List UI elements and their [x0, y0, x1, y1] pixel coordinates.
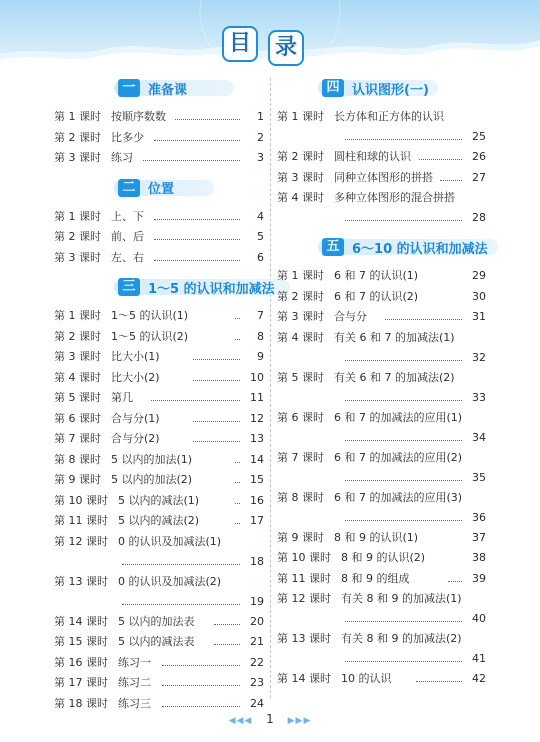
page-ref: 40 — [472, 612, 486, 625]
lesson-name: 0 的认识及加减法(1) — [118, 534, 222, 548]
toc-entry[interactable] — [54, 151, 133, 165]
leader-dots — [345, 440, 462, 441]
toc-entry[interactable] — [54, 697, 151, 711]
leader-dots — [345, 520, 462, 521]
leader-dots — [448, 581, 462, 582]
section-title: 1～5 的认识和加减法 — [148, 281, 275, 297]
lesson-name: 6 和 7 的加减法的应用(2) — [334, 450, 463, 464]
toc-entry[interactable] — [54, 473, 192, 487]
page-ref: 13 — [250, 432, 264, 445]
lesson-number: 第 5 课时 — [54, 391, 101, 404]
page-ref: 10 — [250, 370, 264, 384]
lesson-number: 第 1 课时 — [277, 269, 324, 282]
section-number: 五 — [322, 238, 344, 256]
lesson-name: 上、下 — [111, 209, 144, 223]
section-title: 准备课 — [148, 82, 188, 98]
page-ref: 28 — [472, 211, 486, 224]
lesson-number: 第 10 课时 — [277, 551, 331, 564]
page-ref: 42 — [472, 672, 486, 685]
section-header — [118, 78, 187, 98]
lesson-number: 第 12 课时 — [277, 592, 331, 605]
leader-dots — [193, 359, 240, 360]
toc-entry[interactable] — [277, 150, 411, 164]
lesson-number: 第 3 课时 — [277, 170, 324, 184]
section-header — [118, 277, 275, 297]
lesson-name: 5 以内的减法(2) — [118, 514, 200, 527]
toc-entry[interactable] — [277, 531, 418, 545]
footer — [0, 712, 540, 726]
lesson-name: 第几 — [111, 391, 133, 404]
lesson-number: 第 8 课时 — [54, 452, 101, 466]
lesson-name: 按顺序数数 — [111, 110, 166, 123]
page-ref: 8 — [257, 329, 264, 343]
section-number: 四 — [322, 79, 344, 97]
leader-dots — [235, 523, 240, 524]
toc-entry[interactable] — [277, 451, 462, 465]
lesson-number: 第 9 课时 — [277, 530, 324, 544]
lesson-number: 第 3 课时 — [54, 151, 101, 164]
section-number: 一 — [118, 79, 140, 97]
toc-entry[interactable] — [277, 290, 418, 304]
lesson-name: 8 和 9 的认识(2) — [341, 551, 426, 564]
lesson-number: 第 3 课时 — [54, 350, 101, 363]
toc-entry[interactable] — [277, 551, 425, 565]
section-title: 位置 — [148, 182, 175, 197]
right-arrows-icon: ▶▶▶ — [287, 716, 312, 726]
toc-entry[interactable] — [54, 230, 144, 244]
lesson-name: 合与分(1) — [111, 411, 160, 425]
toc-entry[interactable] — [54, 635, 195, 649]
toc-entry[interactable] — [54, 131, 144, 145]
leader-dots — [235, 339, 240, 340]
leader-dots — [154, 140, 240, 141]
section-header — [322, 78, 429, 98]
toc-entry[interactable] — [54, 494, 199, 508]
toc-entry[interactable] — [54, 371, 160, 385]
leader-dots — [214, 644, 240, 645]
lesson-number: 第 6 课时 — [277, 410, 324, 424]
section-title: 认识图形(一) — [352, 82, 429, 98]
leader-dots — [345, 360, 462, 361]
lesson-number: 第 3 课时 — [54, 250, 101, 264]
page-ref: 16 — [250, 493, 264, 507]
lesson-number: 第 10 课时 — [54, 493, 108, 507]
leader-dots — [193, 421, 240, 422]
lesson-number: 第 2 课时 — [54, 230, 101, 243]
lesson-name: 1～5 的认识(2) — [111, 329, 189, 343]
toc-entry[interactable] — [277, 572, 410, 586]
lesson-number: 第 13 课时 — [54, 574, 108, 588]
toc-entry[interactable] — [54, 309, 188, 323]
leader-dots — [151, 400, 240, 401]
lesson-number: 第 1 课时 — [54, 309, 101, 322]
page-ref: 24 — [250, 696, 264, 710]
toc-entry[interactable] — [54, 575, 221, 589]
title-char: 目 — [222, 26, 258, 62]
lesson-number: 第 5 课时 — [277, 370, 324, 384]
header-banner — [0, 0, 540, 72]
lesson-number: 第 9 课时 — [54, 473, 101, 486]
lesson-name: 8 和 9 的认识(1) — [334, 530, 419, 544]
page-ref: 25 — [472, 130, 486, 143]
lesson-number: 第 6 课时 — [54, 411, 101, 425]
lesson-name: 0 的认识及加减法(2) — [118, 574, 222, 588]
lesson-name: 练习三 — [118, 696, 151, 710]
page-number: 1 — [266, 712, 274, 726]
toc-entry[interactable] — [277, 672, 392, 686]
leader-dots — [154, 239, 240, 240]
left-arrows-icon: ◀◀◀ — [228, 716, 253, 726]
leader-dots — [122, 564, 240, 565]
page-ref: 30 — [472, 289, 486, 303]
toc-entry[interactable] — [277, 371, 455, 385]
lesson-name: 练习一 — [118, 655, 151, 669]
leader-dots — [214, 624, 240, 625]
lesson-name: 合与分 — [334, 310, 367, 323]
leader-dots — [193, 380, 240, 381]
page-ref: 6 — [257, 250, 264, 264]
lesson-number: 第 2 课时 — [277, 289, 324, 303]
leader-dots — [235, 482, 240, 483]
section-header — [118, 178, 174, 198]
toc-entry[interactable] — [277, 411, 462, 425]
toc-entry[interactable] — [54, 391, 133, 405]
leader-dots — [345, 621, 462, 622]
toc-entry[interactable] — [54, 432, 160, 446]
leader-dots — [345, 480, 462, 481]
lesson-name: 10 的认识 — [341, 672, 392, 685]
page-ref: 1 — [257, 110, 264, 123]
page-ref: 9 — [257, 350, 264, 363]
leader-dots — [345, 661, 462, 662]
leader-dots — [345, 139, 462, 140]
lesson-name: 5 以内的加法(1) — [111, 452, 193, 466]
leader-dots — [419, 159, 462, 160]
leader-dots — [122, 604, 240, 605]
lesson-name: 1～5 的认识(1) — [111, 309, 189, 322]
lesson-number: 第 11 课时 — [277, 571, 331, 585]
page-ref: 23 — [250, 676, 264, 689]
toc-entry[interactable] — [54, 110, 166, 124]
lesson-name: 圆柱和球的认识 — [334, 150, 411, 163]
section-title: 6～10 的认识和加减法 — [352, 241, 488, 257]
section-number: 三 — [118, 278, 140, 296]
lesson-number: 第 14 课时 — [277, 672, 331, 685]
lesson-name: 6 和 7 的加减法的应用(3) — [334, 490, 463, 504]
lesson-number: 第 3 课时 — [277, 310, 324, 323]
lesson-name: 练习二 — [118, 676, 151, 689]
page-ref: 32 — [472, 350, 486, 364]
toc-entry[interactable] — [277, 191, 455, 205]
lesson-name: 比大小(1) — [111, 350, 160, 363]
lesson-name: 有关 6 和 7 的加减法(1) — [334, 330, 455, 344]
leader-dots — [235, 462, 240, 463]
lesson-name: 有关 8 和 9 的加减法(1) — [341, 592, 462, 605]
page-ref: 29 — [472, 269, 486, 282]
lesson-name: 5 以内的加法表 — [118, 614, 195, 628]
toc-entry[interactable] — [277, 269, 418, 283]
lesson-name: 6 和 7 的认识(2) — [334, 289, 419, 303]
lesson-number: 第 2 课时 — [54, 130, 101, 144]
leader-dots — [154, 219, 240, 220]
lesson-name: 有关 8 和 9 的加减法(2) — [341, 632, 462, 645]
lesson-name: 5 以内的减法(1) — [118, 493, 200, 507]
lesson-number: 第 4 课时 — [54, 370, 101, 384]
toc-entry[interactable] — [277, 331, 455, 345]
page-ref: 35 — [472, 470, 486, 484]
toc-entry[interactable] — [54, 615, 195, 629]
page-ref: 7 — [257, 309, 264, 322]
toc-entry[interactable] — [54, 656, 151, 670]
toc-entry[interactable] — [277, 310, 367, 324]
lesson-name: 比多少 — [111, 130, 144, 144]
leader-dots — [385, 319, 462, 320]
section-header — [322, 237, 488, 257]
lesson-number: 第 8 课时 — [277, 490, 324, 504]
toc-entry[interactable] — [54, 251, 144, 265]
lesson-number: 第 12 课时 — [54, 534, 108, 548]
leader-dots — [345, 220, 462, 221]
leader-dots — [175, 119, 240, 120]
leader-dots — [162, 706, 240, 707]
page-ref: 14 — [250, 452, 264, 466]
lesson-name: 5 以内的加法(2) — [111, 473, 193, 486]
lesson-number: 第 4 课时 — [277, 330, 324, 344]
lesson-number: 第 7 课时 — [54, 432, 101, 445]
page-ref: 39 — [472, 571, 486, 585]
lesson-name: 左、右 — [111, 250, 144, 264]
lesson-number: 第 17 课时 — [54, 676, 108, 689]
lesson-name: 6 和 7 的加减法的应用(1) — [334, 410, 463, 424]
lesson-name: 有关 6 和 7 的加减法(2) — [334, 370, 455, 384]
page-ref: 36 — [472, 510, 486, 524]
page-ref: 22 — [250, 655, 264, 669]
toc-entry[interactable] — [277, 110, 444, 124]
lesson-number: 第 13 课时 — [277, 632, 331, 645]
toc-entry[interactable] — [277, 592, 462, 606]
section-number: 二 — [118, 179, 140, 197]
lesson-number: 第 11 课时 — [54, 514, 108, 527]
lesson-number: 第 15 课时 — [54, 635, 108, 648]
toc-entry[interactable] — [54, 210, 144, 224]
page-ref: 19 — [250, 594, 264, 608]
toc-entry[interactable] — [54, 453, 192, 467]
page-title — [222, 26, 318, 62]
lesson-number: 第 18 课时 — [54, 696, 108, 710]
leader-dots — [193, 441, 240, 442]
leader-dots — [162, 685, 240, 686]
leader-dots — [345, 400, 462, 401]
lesson-number: 第 1 课时 — [277, 110, 324, 123]
leader-dots — [235, 503, 240, 504]
lesson-name: 长方体和正方体的认识 — [334, 110, 444, 123]
lesson-name: 前、后 — [111, 230, 144, 243]
page-ref: 27 — [472, 170, 486, 184]
leader-dots — [143, 160, 240, 161]
toc-entry[interactable] — [277, 632, 462, 646]
toc-entry[interactable] — [54, 514, 199, 528]
toc-entry[interactable] — [277, 171, 433, 185]
lesson-name: 6 和 7 的认识(1) — [334, 269, 419, 282]
page-ref: 4 — [257, 209, 264, 223]
lesson-number: 第 14 课时 — [54, 614, 108, 628]
page-ref: 26 — [472, 150, 486, 163]
page-ref: 5 — [257, 230, 264, 243]
lesson-number: 第 1 课时 — [54, 110, 101, 123]
page-ref: 38 — [472, 551, 486, 564]
lesson-name: 比大小(2) — [111, 370, 160, 384]
page-ref: 11 — [250, 391, 264, 404]
lesson-name: 5 以内的减法表 — [118, 635, 195, 648]
leader-dots — [440, 180, 462, 181]
page-ref: 20 — [250, 614, 264, 628]
page-ref: 12 — [250, 411, 264, 425]
leader-dots — [162, 665, 240, 666]
lesson-name: 练习 — [111, 151, 133, 164]
leader-dots — [416, 681, 462, 682]
lesson-number: 第 4 课时 — [277, 191, 324, 204]
lesson-number: 第 1 课时 — [54, 209, 101, 223]
lesson-name: 8 和 9 的组成 — [341, 571, 410, 585]
lesson-name: 合与分(2) — [111, 432, 160, 445]
toc-entry[interactable] — [54, 330, 188, 344]
toc-entry[interactable] — [54, 676, 151, 690]
page-ref: 2 — [257, 130, 264, 144]
lesson-number: 第 2 课时 — [277, 150, 324, 163]
lesson-number: 第 16 课时 — [54, 655, 108, 669]
page-ref: 33 — [472, 390, 486, 404]
lesson-number: 第 7 课时 — [277, 450, 324, 464]
lesson-name: 同种立体图形的拼搭 — [334, 170, 433, 184]
leader-dots — [235, 318, 240, 319]
title-char: 录 — [268, 30, 304, 66]
page-ref: 31 — [472, 310, 486, 323]
column-divider — [270, 78, 271, 698]
page-ref: 18 — [250, 554, 264, 568]
page-ref: 15 — [250, 473, 264, 486]
toc-entry[interactable] — [277, 491, 462, 505]
lesson-number: 第 2 课时 — [54, 329, 101, 343]
page-ref: 3 — [257, 151, 264, 164]
page-ref: 41 — [472, 652, 486, 665]
page-ref: 21 — [250, 635, 264, 648]
page-ref: 34 — [472, 430, 486, 444]
leader-dots — [154, 260, 240, 261]
lesson-name: 多种立体图形的混合拼搭 — [334, 191, 455, 204]
toc-entry[interactable] — [54, 412, 160, 426]
page-ref: 37 — [472, 530, 486, 544]
toc-entry[interactable] — [54, 535, 221, 549]
toc-entry[interactable] — [54, 350, 160, 364]
page-ref: 17 — [250, 514, 264, 527]
